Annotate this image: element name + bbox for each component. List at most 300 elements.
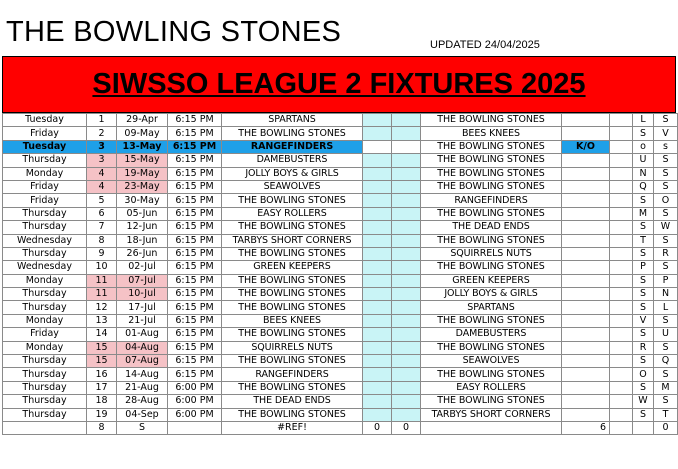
fixture-time: 6:00 PM xyxy=(168,395,222,408)
fixture-code-2: O xyxy=(654,194,678,207)
fixture-code-1: L xyxy=(633,114,654,127)
fixture-away-team: THE DEAD ENDS xyxy=(421,221,562,234)
fixture-blank-2 xyxy=(392,274,421,287)
fixture-code-1: W xyxy=(633,395,654,408)
fixture-row xyxy=(3,154,678,167)
fixture-ko xyxy=(562,274,610,287)
fixture-code-2: W xyxy=(654,221,678,234)
fixture-blank-1 xyxy=(363,274,392,287)
fixture-row xyxy=(3,274,678,287)
fixture-row xyxy=(3,221,678,234)
fixture-gap xyxy=(610,314,633,327)
fixture-home-team: GREEN KEEPERS xyxy=(222,261,363,274)
fixture-ko xyxy=(562,395,610,408)
fixture-home-team: THE BOWLING STONES xyxy=(222,301,363,314)
fixture-time: 6:15 PM xyxy=(168,154,222,167)
fixture-away-team: JOLLY BOYS & GIRLS xyxy=(421,288,562,301)
fixture-blank-1 xyxy=(363,127,392,140)
fixture-home-team: SPARTANS xyxy=(222,114,363,127)
fixture-away-team: THE BOWLING STONES xyxy=(421,261,562,274)
fixture-week: 5 xyxy=(87,194,117,207)
fixture-home-team: SEAWOLVES xyxy=(222,180,363,193)
fixture-gap xyxy=(610,341,633,354)
fixture-row xyxy=(3,140,678,153)
fixture-row xyxy=(3,167,678,180)
fixture-row xyxy=(3,207,678,220)
fixture-away-team: EASY ROLLERS xyxy=(421,381,562,394)
fixture-away-team: RANGEFINDERS xyxy=(421,194,562,207)
fixture-row xyxy=(3,194,678,207)
fixture-blank-1 xyxy=(363,328,392,341)
fixture-time: 6:15 PM xyxy=(168,261,222,274)
fixture-away-team: THE BOWLING STONES xyxy=(421,234,562,247)
fixture-day: Wednesday xyxy=(3,234,87,247)
fixture-home-team: THE BOWLING STONES xyxy=(222,247,363,260)
fixture-time: 6:15 PM xyxy=(168,247,222,260)
fixture-code-1: S xyxy=(633,301,654,314)
fixture-home-team: JOLLY BOYS & GIRLS xyxy=(222,167,363,180)
totals-gap xyxy=(610,421,633,434)
fixture-blank-1 xyxy=(363,314,392,327)
fixture-away-team: THE BOWLING STONES xyxy=(421,167,562,180)
fixture-code-2: S xyxy=(654,154,678,167)
fixture-blank-2 xyxy=(392,180,421,193)
fixture-gap xyxy=(610,221,633,234)
fixture-time: 6:15 PM xyxy=(168,114,222,127)
fixture-blank-1 xyxy=(363,395,392,408)
fixture-date: 17-Jul xyxy=(117,301,168,314)
fixture-date: 30-May xyxy=(117,194,168,207)
fixtures-body xyxy=(3,114,678,435)
fixture-code-1: S xyxy=(633,328,654,341)
fixture-row xyxy=(3,341,678,354)
fixture-row xyxy=(3,408,678,421)
fixture-row xyxy=(3,368,678,381)
fixture-away-team: TARBYS SHORT CORNERS xyxy=(421,408,562,421)
fixture-time: 6:15 PM xyxy=(168,221,222,234)
fixture-day: Thursday xyxy=(3,355,87,368)
fixture-home-team: SQUIRRELS NUTS xyxy=(222,341,363,354)
fixture-away-team: SEAWOLVES xyxy=(421,355,562,368)
fixture-blank-1 xyxy=(363,221,392,234)
fixture-date: 21-Jul xyxy=(117,314,168,327)
fixture-away-team: THE BOWLING STONES xyxy=(421,341,562,354)
fixture-week: 14 xyxy=(87,328,117,341)
fixture-ko xyxy=(562,355,610,368)
fixture-code-2: S xyxy=(654,341,678,354)
fixture-ko xyxy=(562,221,610,234)
fixture-blank-2 xyxy=(392,194,421,207)
fixture-date: 29-Apr xyxy=(117,114,168,127)
fixture-gap xyxy=(610,194,633,207)
fixture-row xyxy=(3,381,678,394)
fixture-date: 04-Aug xyxy=(117,341,168,354)
fixture-week: 6 xyxy=(87,207,117,220)
fixture-row xyxy=(3,301,678,314)
fixture-time: 6:15 PM xyxy=(168,328,222,341)
fixture-day: Thursday xyxy=(3,221,87,234)
fixture-gap xyxy=(610,408,633,421)
fixture-blank-1 xyxy=(363,180,392,193)
fixture-code-2: U xyxy=(654,328,678,341)
fixture-ko xyxy=(562,314,610,327)
fixture-ko xyxy=(562,381,610,394)
fixture-away-team: BEES KNEES xyxy=(421,127,562,140)
fixture-gap xyxy=(610,301,633,314)
fixture-code-2: N xyxy=(654,288,678,301)
fixture-home-team: TARBYS SHORT CORNERS xyxy=(222,234,363,247)
fixture-away-team: THE BOWLING STONES xyxy=(421,140,562,153)
fixture-day: Friday xyxy=(3,328,87,341)
fixture-home-team: THE BOWLING STONES xyxy=(222,274,363,287)
fixture-week: 15 xyxy=(87,355,117,368)
fixture-date: 12-Jun xyxy=(117,221,168,234)
fixture-code-2: V xyxy=(654,127,678,140)
fixture-row xyxy=(3,288,678,301)
fixture-code-1: S xyxy=(633,127,654,140)
fixture-gap xyxy=(610,127,633,140)
fixture-code-2: P xyxy=(654,274,678,287)
fixture-home-team: RANGEFINDERS xyxy=(222,140,363,153)
fixture-home-team: DAMEBUSTERS xyxy=(222,154,363,167)
fixtures-table xyxy=(2,113,678,435)
fixture-row xyxy=(3,314,678,327)
fixture-blank-1 xyxy=(363,234,392,247)
fixture-gap xyxy=(610,167,633,180)
fixture-day: Friday xyxy=(3,127,87,140)
fixture-code-1: o xyxy=(633,140,654,153)
fixture-blank-2 xyxy=(392,314,421,327)
fixture-time: 6:15 PM xyxy=(168,341,222,354)
fixture-away-team: THE BOWLING STONES xyxy=(421,368,562,381)
fixture-ko xyxy=(562,154,610,167)
fixture-day: Friday xyxy=(3,194,87,207)
fixture-week: 15 xyxy=(87,341,117,354)
fixture-blank-1 xyxy=(363,261,392,274)
fixture-week: 1 xyxy=(87,114,117,127)
fixture-code-1: S xyxy=(633,381,654,394)
fixture-blank-1 xyxy=(363,408,392,421)
fixture-code-2: s xyxy=(654,140,678,153)
fixture-gap xyxy=(610,355,633,368)
fixture-ko xyxy=(562,127,610,140)
fixture-home-team: THE BOWLING STONES xyxy=(222,221,363,234)
fixture-time: 6:15 PM xyxy=(168,194,222,207)
fixture-time: 6:00 PM xyxy=(168,381,222,394)
fixture-code-2: L xyxy=(654,301,678,314)
fixture-blank-2 xyxy=(392,328,421,341)
fixture-code-1: U xyxy=(633,154,654,167)
fixture-week: 11 xyxy=(87,274,117,287)
fixture-ko xyxy=(562,114,610,127)
fixture-time: 6:15 PM xyxy=(168,234,222,247)
fixture-home-team: THE BOWLING STONES xyxy=(222,127,363,140)
fixture-code-2: R xyxy=(654,247,678,260)
page-title: THE BOWLING STONES xyxy=(6,16,342,48)
fixture-blank-2 xyxy=(392,247,421,260)
fixture-blank-2 xyxy=(392,288,421,301)
fixture-gap xyxy=(610,288,633,301)
fixture-gap xyxy=(610,368,633,381)
fixture-week: 8 xyxy=(87,234,117,247)
fixture-gap xyxy=(610,207,633,220)
fixture-code-1: S xyxy=(633,274,654,287)
fixture-away-team: THE BOWLING STONES xyxy=(421,207,562,220)
totals-week: 8 xyxy=(87,421,117,434)
fixture-blank-2 xyxy=(392,395,421,408)
fixture-blank-1 xyxy=(363,368,392,381)
fixture-day: Thursday xyxy=(3,381,87,394)
fixture-time: 6:15 PM xyxy=(168,368,222,381)
fixture-time: 6:15 PM xyxy=(168,180,222,193)
fixture-date: 14-Aug xyxy=(117,368,168,381)
fixture-blank-2 xyxy=(392,301,421,314)
fixture-gap xyxy=(610,328,633,341)
fixture-code-2: S xyxy=(654,167,678,180)
fixture-code-1: N xyxy=(633,167,654,180)
fixture-week: 17 xyxy=(87,381,117,394)
fixture-code-1: Q xyxy=(633,180,654,193)
fixture-blank-2 xyxy=(392,368,421,381)
fixture-date: 28-Aug xyxy=(117,395,168,408)
fixture-blank-2 xyxy=(392,154,421,167)
fixture-day: Thursday xyxy=(3,247,87,260)
fixture-week: 2 xyxy=(87,127,117,140)
fixture-home-team: RANGEFINDERS xyxy=(222,368,363,381)
fixture-gap xyxy=(610,154,633,167)
fixture-blank-1 xyxy=(363,207,392,220)
fixture-date: 07-Jul xyxy=(117,274,168,287)
fixture-ko xyxy=(562,247,610,260)
fixture-blank-1 xyxy=(363,247,392,260)
fixture-home-team: THE BOWLING STONES xyxy=(222,408,363,421)
fixture-gap xyxy=(610,395,633,408)
fixture-ko xyxy=(562,207,610,220)
fixture-code-1: S xyxy=(633,288,654,301)
totals-away xyxy=(421,421,562,434)
fixture-code-1: T xyxy=(633,234,654,247)
fixture-week: 3 xyxy=(87,140,117,153)
fixture-blank-2 xyxy=(392,381,421,394)
fixture-away-team: SPARTANS xyxy=(421,301,562,314)
fixture-away-team: THE BOWLING STONES xyxy=(421,180,562,193)
fixture-row xyxy=(3,328,678,341)
fixture-time: 6:15 PM xyxy=(168,314,222,327)
fixture-away-team: SQUIRRELS NUTS xyxy=(421,247,562,260)
fixture-code-1: S xyxy=(633,355,654,368)
fixture-blank-2 xyxy=(392,167,421,180)
fixture-code-2: T xyxy=(654,408,678,421)
fixture-code-2: S xyxy=(654,314,678,327)
fixture-code-2: Q xyxy=(654,355,678,368)
fixture-blank-2 xyxy=(392,207,421,220)
totals-row xyxy=(3,421,678,434)
fixture-blank-1 xyxy=(363,140,392,153)
fixture-date: 02-Jul xyxy=(117,261,168,274)
fixture-gap xyxy=(610,234,633,247)
fixture-gap xyxy=(610,261,633,274)
fixture-date: 23-May xyxy=(117,180,168,193)
fixture-blank-2 xyxy=(392,261,421,274)
fixture-away-team: GREEN KEEPERS xyxy=(421,274,562,287)
fixture-away-team: THE BOWLING STONES xyxy=(421,114,562,127)
fixture-blank-2 xyxy=(392,408,421,421)
fixture-row xyxy=(3,234,678,247)
fixture-code-2: S xyxy=(654,114,678,127)
fixture-row xyxy=(3,355,678,368)
fixture-row xyxy=(3,395,678,408)
fixture-day: Thursday xyxy=(3,408,87,421)
fixture-ko xyxy=(562,194,610,207)
fixture-day: Wednesday xyxy=(3,261,87,274)
fixture-gap xyxy=(610,381,633,394)
fixture-ko xyxy=(562,368,610,381)
fixture-week: 4 xyxy=(87,180,117,193)
fixture-code-2: S xyxy=(654,368,678,381)
fixture-gap xyxy=(610,114,633,127)
fixture-home-team: THE BOWLING STONES xyxy=(222,328,363,341)
fixture-away-team: THE BOWLING STONES xyxy=(421,314,562,327)
fixture-time: 6:15 PM xyxy=(168,207,222,220)
fixture-code-1: S xyxy=(633,247,654,260)
totals-c2: 0 xyxy=(654,421,678,434)
fixture-code-1: P xyxy=(633,261,654,274)
fixture-day: Thursday xyxy=(3,154,87,167)
fixture-date: 19-May xyxy=(117,167,168,180)
fixture-code-1: S xyxy=(633,221,654,234)
fixture-home-team: THE BOWLING STONES xyxy=(222,355,363,368)
fixture-day: Tuesday xyxy=(3,114,87,127)
totals-time xyxy=(168,421,222,434)
banner-title: SIWSSO LEAGUE 2 FIXTURES 2025 xyxy=(92,68,586,100)
fixture-week: 3 xyxy=(87,154,117,167)
totals-c1 xyxy=(633,421,654,434)
fixture-code-1: R xyxy=(633,341,654,354)
fixture-ko xyxy=(562,261,610,274)
fixture-week: 16 xyxy=(87,368,117,381)
fixture-day: Monday xyxy=(3,167,87,180)
fixture-ko xyxy=(562,234,610,247)
fixture-ko xyxy=(562,301,610,314)
fixture-code-1: V xyxy=(633,314,654,327)
fixture-date: 18-Jun xyxy=(117,234,168,247)
fixture-day: Friday xyxy=(3,180,87,193)
fixture-time: 6:15 PM xyxy=(168,288,222,301)
fixture-away-team: THE BOWLING STONES xyxy=(421,395,562,408)
fixture-code-2: S xyxy=(654,207,678,220)
fixture-time: 6:15 PM xyxy=(168,355,222,368)
fixture-time: 6:00 PM xyxy=(168,408,222,421)
fixture-day: Thursday xyxy=(3,395,87,408)
fixture-blank-1 xyxy=(363,194,392,207)
totals-b2: 0 xyxy=(392,421,421,434)
totals-date: S xyxy=(117,421,168,434)
fixture-home-team: BEES KNEES xyxy=(222,314,363,327)
fixture-row xyxy=(3,114,678,127)
fixture-gap xyxy=(610,247,633,260)
fixture-blank-2 xyxy=(392,355,421,368)
fixture-time: 6:15 PM xyxy=(168,167,222,180)
fixture-date: 15-May xyxy=(117,154,168,167)
fixture-day: Monday xyxy=(3,341,87,354)
fixture-time: 6:15 PM xyxy=(168,274,222,287)
fixture-blank-2 xyxy=(392,114,421,127)
fixture-code-1: M xyxy=(633,207,654,220)
fixture-day: Thursday xyxy=(3,301,87,314)
fixture-blank-2 xyxy=(392,127,421,140)
fixture-code-2: S xyxy=(654,395,678,408)
fixture-week: 9 xyxy=(87,247,117,260)
fixture-week: 7 xyxy=(87,221,117,234)
fixture-time: 6:15 PM xyxy=(168,127,222,140)
fixture-time: 6:15 PM xyxy=(168,140,222,153)
fixture-week: 10 xyxy=(87,261,117,274)
fixture-row xyxy=(3,247,678,260)
fixture-blank-1 xyxy=(363,341,392,354)
fixture-blank-1 xyxy=(363,154,392,167)
fixture-code-2: M xyxy=(654,381,678,394)
fixture-row xyxy=(3,127,678,140)
fixture-ko xyxy=(562,408,610,421)
totals-day xyxy=(3,421,87,434)
fixture-week: 19 xyxy=(87,408,117,421)
fixture-date: 04-Sep xyxy=(117,408,168,421)
totals-ko: 6 xyxy=(562,421,610,434)
fixture-code-2: S xyxy=(654,180,678,193)
fixture-blank-1 xyxy=(363,288,392,301)
fixture-date: 10-Jul xyxy=(117,288,168,301)
fixture-blank-2 xyxy=(392,140,421,153)
fixture-blank-2 xyxy=(392,341,421,354)
fixture-day: Thursday xyxy=(3,288,87,301)
fixture-away-team: DAMEBUSTERS xyxy=(421,328,562,341)
fixture-code-1: O xyxy=(633,368,654,381)
fixture-blank-2 xyxy=(392,221,421,234)
fixture-week: 18 xyxy=(87,395,117,408)
fixture-ko xyxy=(562,328,610,341)
fixture-home-team: EASY ROLLERS xyxy=(222,207,363,220)
fixture-home-team: THE BOWLING STONES xyxy=(222,288,363,301)
fixture-blank-1 xyxy=(363,381,392,394)
fixture-date: 01-Aug xyxy=(117,328,168,341)
fixture-home-team: THE DEAD ENDS xyxy=(222,395,363,408)
fixture-day: Thursday xyxy=(3,368,87,381)
fixture-home-team: THE BOWLING STONES xyxy=(222,194,363,207)
fixture-week: 4 xyxy=(87,167,117,180)
updated-date: UPDATED 24/04/2025 xyxy=(430,39,540,51)
fixture-date: 07-Aug xyxy=(117,355,168,368)
fixture-gap xyxy=(610,180,633,193)
fixture-blank-1 xyxy=(363,301,392,314)
fixture-date: 26-Jun xyxy=(117,247,168,260)
fixture-blank-1 xyxy=(363,167,392,180)
totals-b1: 0 xyxy=(363,421,392,434)
fixture-ko xyxy=(562,288,610,301)
totals-home: #REF! xyxy=(222,421,363,434)
fixture-date: 13-May xyxy=(117,140,168,153)
fixture-day: Monday xyxy=(3,274,87,287)
fixture-date: 05-Jun xyxy=(117,207,168,220)
fixture-week: 12 xyxy=(87,301,117,314)
fixture-week: 13 xyxy=(87,314,117,327)
fixture-date: 09-May xyxy=(117,127,168,140)
fixture-row xyxy=(3,180,678,193)
fixture-blank-2 xyxy=(392,234,421,247)
fixture-code-2: S xyxy=(654,234,678,247)
fixture-week: 11 xyxy=(87,288,117,301)
fixture-home-team: THE BOWLING STONES xyxy=(222,381,363,394)
fixture-blank-1 xyxy=(363,114,392,127)
